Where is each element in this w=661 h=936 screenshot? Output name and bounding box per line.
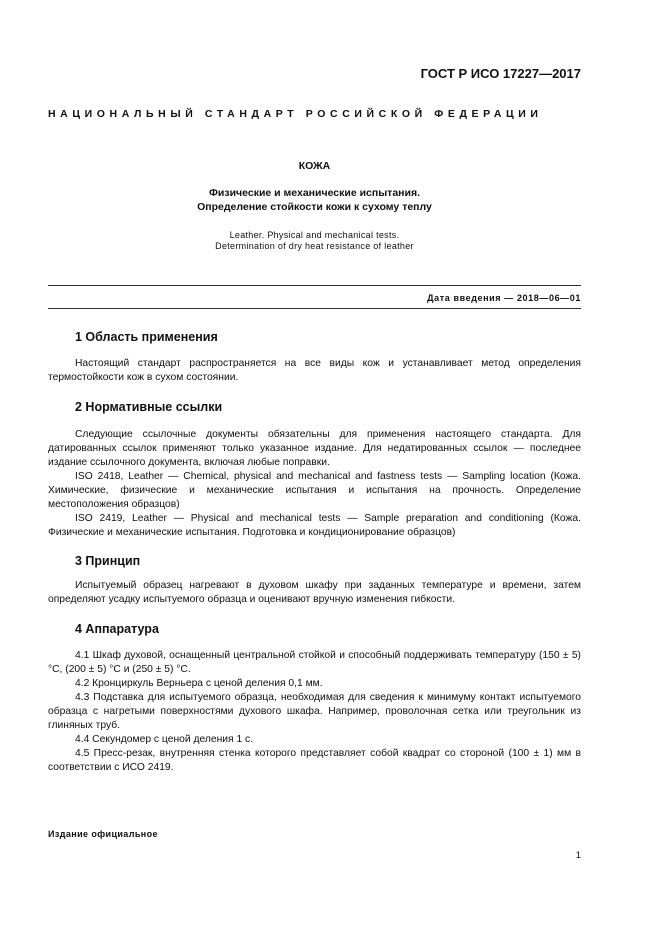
section-2-paragraph-3: ISO 2419, Leather — Physical and mechanical tests — Sample preparation and conditioning (Кожа. Физические и механические испытания. Подготовка и кондиционирование образцов) <box>48 513 581 538</box>
section-4-item-3: 4.3 Подставка для испытуемого образца, необходимая для сведения к минимуму контакт испытуемого образца с нагретыми поверхностями духового шкафа. Например, проволочная сетка или треугольник из глиняных труб. <box>48 692 581 731</box>
section-3-body <box>48 579 581 607</box>
official-edition-note: Издание официальное <box>48 829 158 839</box>
date-divider-bottom <box>48 308 581 309</box>
section-4-item-2: 4.2 Кронциркуль Верньера с ценой деления 0,1 мм. <box>75 678 323 689</box>
english-title-line2: Determination of dry heat resistance of leather <box>215 241 414 251</box>
section-2-paragraph-2: ISO 2418, Leather — Chemical, physical and mechanical and fastness tests — Sampling location (Кожа. Химические, физические и механические испытания и испытания на прочность. Определение местоположения образцов) <box>48 471 581 510</box>
section-1-body <box>48 357 581 385</box>
section-2-heading: 2 Нормативные ссылки <box>75 400 223 414</box>
section-1-heading: 1 Область применения <box>75 330 218 344</box>
document-subtitle-line2: Определение стойкости кожи к сухому теплу <box>197 201 432 213</box>
section-4-body <box>48 649 581 775</box>
section-4-item-5: 4.5 Пресс-резак, внутренняя стенка которого представляет собой квадрат со стороной (100 ± 1) мм в соответствии с ИСО 2419. <box>48 748 581 773</box>
date-divider <box>48 285 581 286</box>
section-2-paragraph-1: Следующие ссылочные документы обязательны для применения настоящего стандарта. Для датированных ссылок применяют только указанное издание. Для недатированных ссылок — последнее издание ссылочного документа, включая любые поправки. <box>48 429 581 468</box>
section-3-heading: 3 Принцип <box>75 554 141 568</box>
section-4-item-1: 4.1 Шкаф духовой, оснащенный центральной стойкой и способный поддерживать температуру (150 ± 5) °С, (200 ± 5) °С и (250 ± 5) °С. <box>48 650 581 675</box>
national-standard-banner: НАЦИОНАЛЬНЫЙ СТАНДАРТ РОССИЙСКОЙ ФЕДЕРАЦИИ <box>48 108 543 120</box>
document-subtitle-line1: Физические и механические испытания. <box>208 187 421 199</box>
section-3-paragraph: Испытуемый образец нагревают в духовом шкафу при заданных температуре и времени, затем определяют усадку испытуемого образца и оценивают вручную изменения гибкости. <box>48 580 581 605</box>
section-4-item-4: 4.4 Секундомер с ценой деления 1 с. <box>75 734 254 745</box>
document-title: КОЖА <box>298 160 331 172</box>
standard-id: ГОСТ Р ИСО 17227—2017 <box>420 66 581 81</box>
page-number: 1 <box>575 850 581 861</box>
section-1-paragraph: Настоящий стандарт распространяется на все виды кож и устанавливает метод определения термостойкости кож в сухом состоянии. <box>48 358 581 383</box>
section-2-body <box>48 428 581 540</box>
introduction-date: Дата введения — 2018—06—01 <box>427 293 581 303</box>
section-4-heading: 4 Аппаратура <box>75 622 159 636</box>
english-title-line1: Leather. Physical and mechanical tests. <box>229 230 400 240</box>
